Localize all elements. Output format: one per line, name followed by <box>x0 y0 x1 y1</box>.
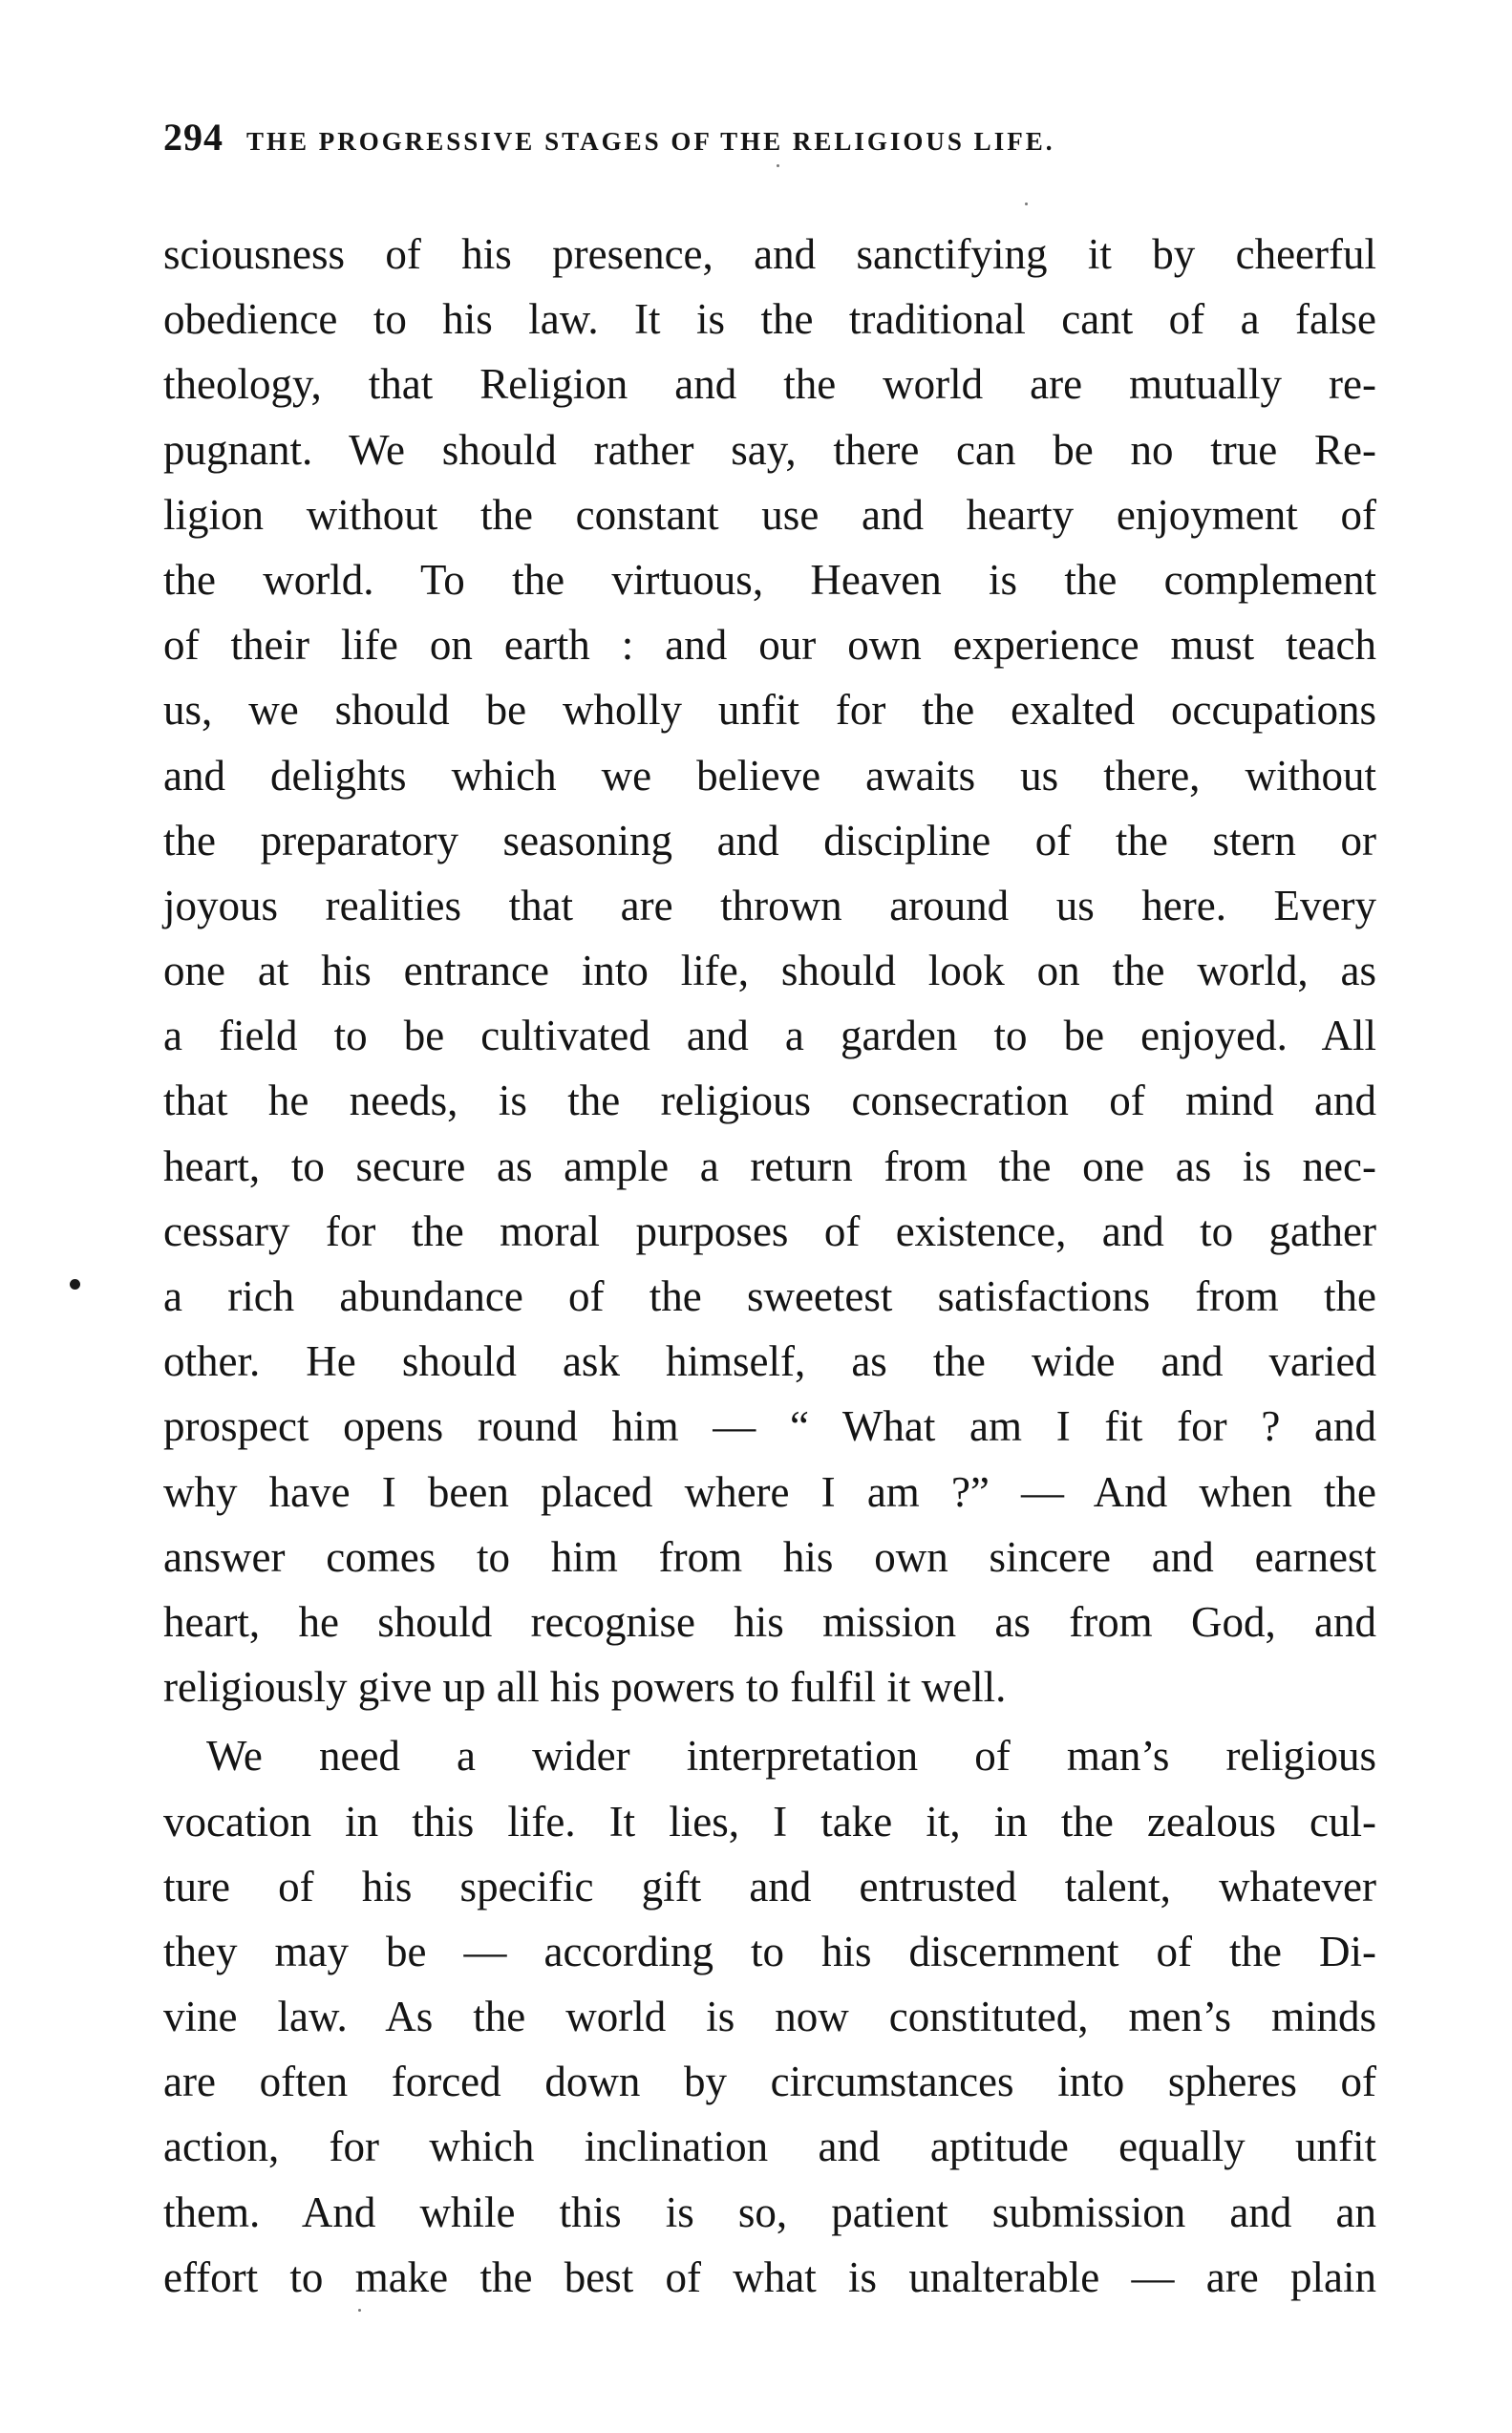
text-line: one at his entrance into life, should look on the world, as <box>163 947 1376 995</box>
text-line: action, for which inclination and aptitude equally unfit <box>163 2123 1376 2171</box>
stray-ink-dot <box>70 1279 80 1290</box>
text-line: the preparatory seasoning and discipline of the stern or <box>163 816 1376 864</box>
text-line: pugnant. We should rather say, there can be no true Re- <box>163 425 1376 474</box>
running-title: THE PROGRESSIVE STAGES OF THE RELIGIOUS LIFE. <box>246 127 1055 156</box>
text-line: heart, he should recognise his mission as from God, and <box>163 1597 1376 1646</box>
text-line: and delights which we believe awaits us there, without <box>163 751 1376 800</box>
text-line: that he needs, is the religious consecration of mind and <box>163 1077 1376 1125</box>
text-line: a field to be cultivated and a garden to be enjoyed. All <box>163 1012 1376 1060</box>
text-line: of their life on earth : and our own experience must teach <box>163 621 1376 670</box>
text-line: effort to make the best of what is unalterable — are plain <box>163 2252 1376 2301</box>
text-line: heart, to secure as ample a return from the one as is nec- <box>163 1142 1376 1190</box>
text-line: We need a wider interpretation of man’s religious <box>206 1732 1376 1781</box>
paper-speck <box>358 2309 361 2312</box>
text-line: obedience to his law. It is the traditional cant of a false <box>163 295 1376 344</box>
text-line: ture of his specific gift and entrusted talent, whatever <box>163 1862 1376 1910</box>
text-line: them. And while this is so, patient submission and an <box>163 2188 1376 2236</box>
text-line: ligion without the constant use and hearty enjoyment of <box>163 490 1376 539</box>
text-line: theology, that Religion and the world are mutually re- <box>163 360 1376 409</box>
text-line: the world. To the virtuous, Heaven is the complement <box>163 555 1376 604</box>
text-line: cessary for the moral purposes of existence, and to gather <box>163 1206 1376 1255</box>
text-line: prospect opens round him — “ What am I fit for ? and <box>163 1402 1376 1451</box>
page-number: 294 <box>163 116 224 159</box>
text-line: sciousness of his presence, and sanctifying it by cheerful <box>163 230 1376 278</box>
text-line: they may be — according to his discernment of the Di- <box>163 1927 1376 1975</box>
paper-speck <box>1025 203 1028 205</box>
running-head <box>163 115 1376 162</box>
paper-speck <box>777 164 779 167</box>
text-line: religiously give up all his powers to fulfil it well. <box>163 1663 1007 1712</box>
text-line: joyous realities that are thrown around us here. Every <box>163 881 1376 929</box>
text-line: a rich abundance of the sweetest satisfactions from the <box>163 1272 1376 1320</box>
text-line: answer comes to him from his own sincere and earnest <box>163 1532 1376 1581</box>
text-line: us, we should be wholly unfit for the exalted occupations <box>163 686 1376 735</box>
text-line: vocation in this life. It lies, I take it, in the zealous cul- <box>163 1797 1376 1846</box>
body-text <box>163 222 1376 2310</box>
text-line: are often forced down by circumstances into spheres of <box>163 2058 1376 2106</box>
text-line: other. He should ask himself, as the wide and varied <box>163 1337 1376 1386</box>
text-line: vine law. As the world is now constituted, men’s minds <box>163 1993 1376 2041</box>
text-line: why have I been placed where I am ?” — And when the <box>163 1467 1376 1516</box>
paragraph <box>163 222 1376 1719</box>
paragraph <box>163 1723 1376 2310</box>
